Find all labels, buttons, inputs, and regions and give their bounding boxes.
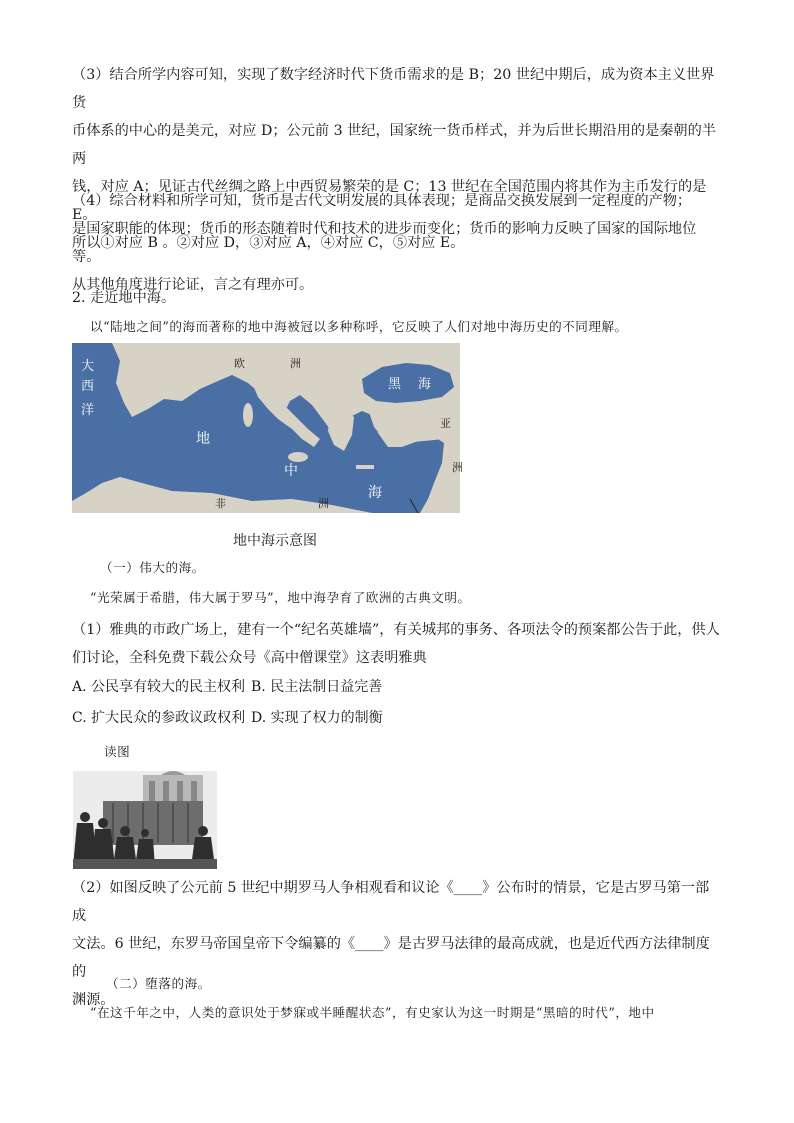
map-label-zhong: 中: [284, 463, 298, 479]
option-c[interactable]: C. 扩大民众的参政议政权利: [72, 710, 246, 726]
answer-4-line-2: 是国家职能的体现；货币的形态随着时代和技术的进步而变化；货币的影响力反映了国家的国际地位等。: [72, 221, 697, 265]
answer-part-4: [72, 187, 722, 299]
option-a[interactable]: A. 公民享有较大的民主权利: [72, 679, 246, 695]
question-2-line-1: （2）如图反映了公元前 5 世纪中期罗马人争相观看和议论《____》公布时的情景，它是古罗马第一部成: [72, 880, 710, 924]
question-1-line-2: 们讨论，全科免费下载公众号《高中僧课堂》这表明雅典: [72, 650, 427, 666]
question-1-line-1: （1）雅典的市政广场上，建有一个“纪名英雄墙”，有关城邦的事务、各项法令的预案都公告于此，供人: [72, 622, 720, 638]
read-figure-label: 读图: [104, 744, 131, 759]
map-label-hai-med: 海: [368, 485, 382, 501]
option-d[interactable]: D. 实现了权力的制衡: [251, 710, 383, 726]
map-crete: [356, 465, 374, 469]
roman-engraving-image: [73, 771, 217, 869]
answer-3-line-1: （3）结合所学内容可知，实现了数字经济时代下货币需求的是 B；20 世纪中期后，成为资本主义世界货: [72, 67, 715, 111]
intro-text: 以“陆地之间”的海而著称的地中海被冠以多种称呼，它反映了人们对地中海历史的不同理解。: [90, 319, 628, 334]
mediterranean-map: [72, 343, 463, 513]
section-1-heading: （一）伟大的海。: [100, 560, 205, 575]
quote-2: “在这千年之中，人类的意识处于梦寐或半睡醒状态”，有史家认为这一时期是“黑暗的时代”，地中: [90, 1005, 655, 1020]
map-label-fei: 非: [215, 497, 226, 510]
question-1: [72, 616, 722, 672]
map-label-di: 地: [196, 431, 210, 447]
quote-1: “光荣属于希腊，伟大属于罗马”，地中海孕育了欧洲的古典文明。: [90, 590, 471, 605]
answer-3-line-2: 币体系的中心的是美元，对应 D；公元前 3 世纪，国家统一货币样式，并为后世长期沿用的是秦朝的半两: [72, 123, 716, 167]
section-2-heading: （二）堕落的海。: [106, 976, 211, 991]
answer-4-line-3: 从其他角度进行论证，言之有理亦可。: [72, 277, 314, 293]
map-label-yang: 洋: [81, 403, 95, 418]
question-2-line-2: 文法。6 世纪，东罗马帝国皇帝下令编纂的《____》是古罗马法律的最高成就，也是近代西方法律制度的: [72, 936, 710, 980]
map-label-zhou-europe: 洲: [290, 357, 301, 370]
answer-4-line-1: （4）综合材料和所学可知，货币是古代文明发展的具体表现；是商品交换发展到一定程度的产物；: [72, 193, 692, 209]
option-b[interactable]: B. 民主法制日益完善: [251, 679, 383, 695]
map-label-hai-black: 海: [418, 377, 432, 392]
map-label-zhou-africa: 洲: [318, 497, 329, 510]
map-corsica-sardinia: [243, 403, 253, 427]
map-label-zhou-asia: 洲: [452, 461, 463, 474]
map-label-xi: 西: [81, 379, 95, 394]
map-label-ou: 欧: [234, 357, 245, 370]
map-sicily: [288, 452, 308, 462]
question-2-title: 2. 走近地中海。: [72, 290, 176, 306]
map-caption: 地中海示意图: [233, 533, 317, 549]
map-label-da: 大: [81, 359, 95, 374]
map-label-ya: 亚: [440, 417, 451, 430]
question-2-line-3: 渊源。: [72, 992, 115, 1008]
answer-3-line-4: 所以①对应 B 。②对应 D，③对应 A，④对应 C，⑤对应 E。: [72, 235, 465, 251]
map-label-hei: 黑: [388, 377, 402, 392]
answer-3-line-3: 钱，对应 A；见证古代丝绸之路上中西贸易繁荣的是 C；13 世纪在全国范围内将其作为主币发行的是 E。: [72, 179, 707, 223]
